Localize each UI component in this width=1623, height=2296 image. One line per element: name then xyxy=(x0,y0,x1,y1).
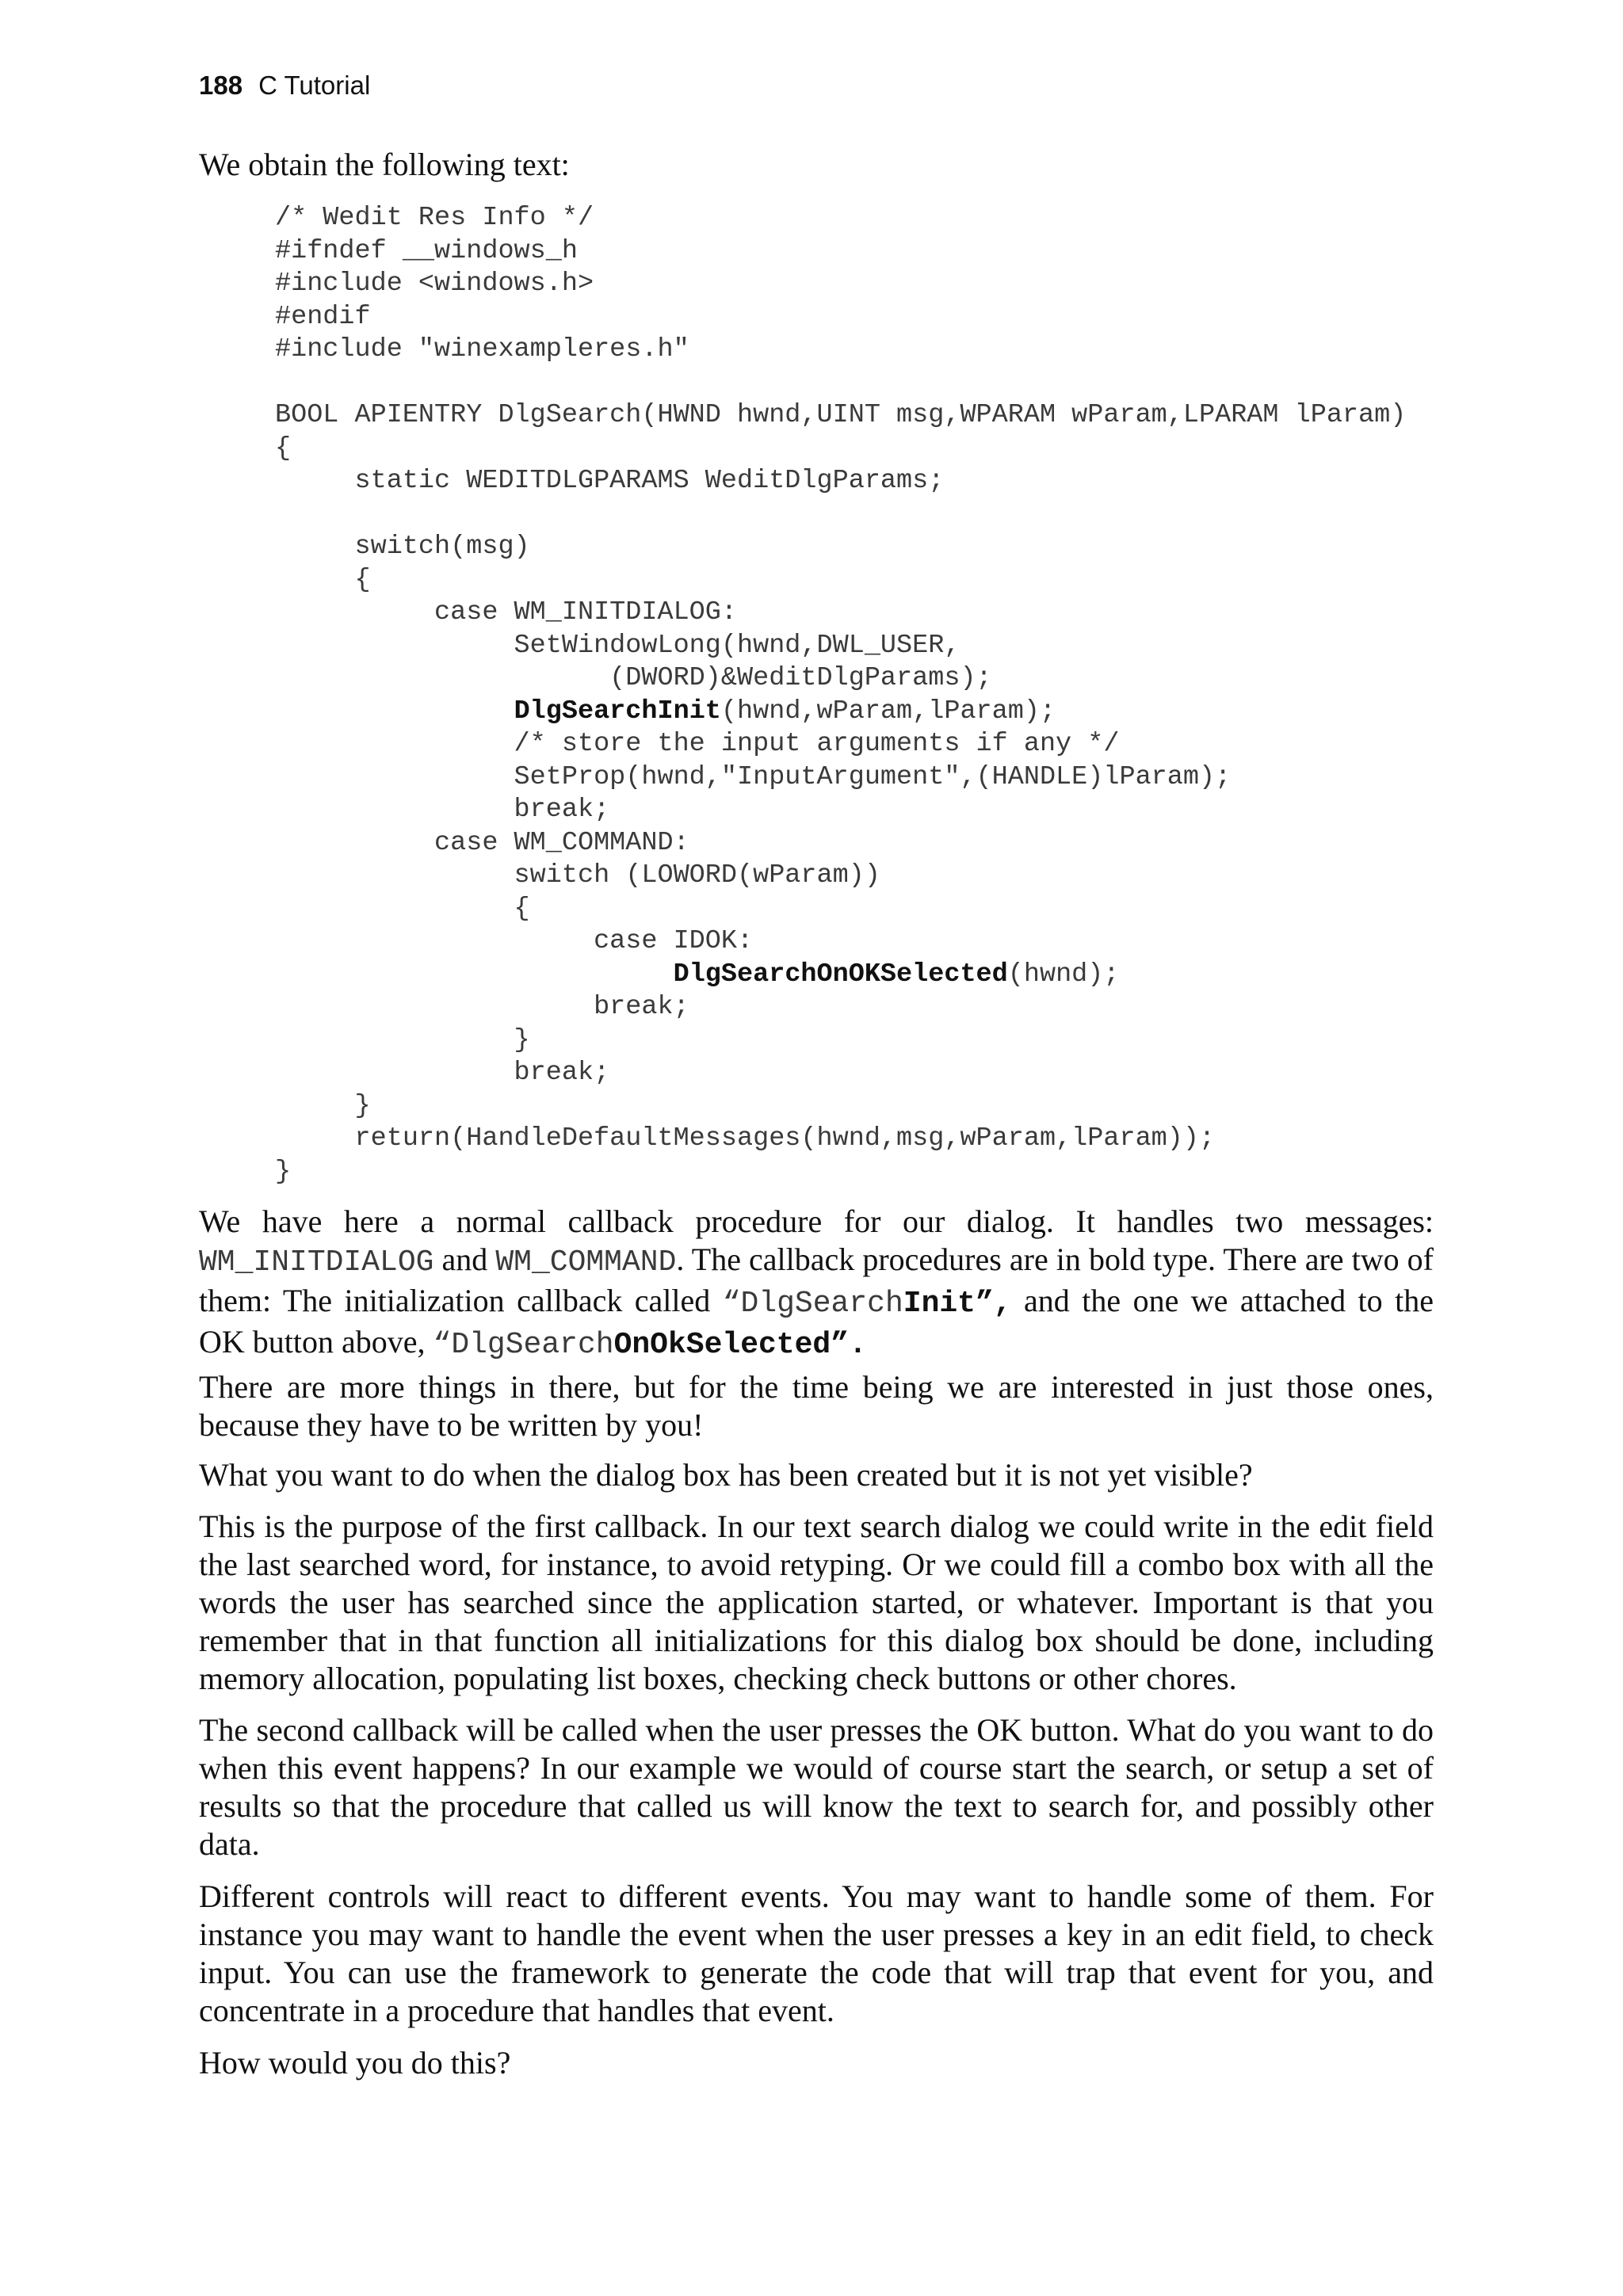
text-run: . The callback procedures are in bold type. There are two of them: The initialization callback called xyxy=(199,1241,1434,1318)
code-line: #include <windows.h> xyxy=(275,269,594,299)
code-line: break; xyxy=(275,795,610,825)
code-listing xyxy=(275,202,1406,1188)
code-bold-function-name: DlgSearchOnOKSelected xyxy=(673,959,1008,990)
code-line xyxy=(275,498,1406,532)
paragraph-how: How would you do this? xyxy=(199,2045,511,2081)
code-indent xyxy=(275,959,674,990)
page-number: 188 xyxy=(199,71,243,100)
code-line: switch(msg) xyxy=(275,532,530,562)
code-line: } xyxy=(275,1024,530,1055)
code-line xyxy=(275,959,1406,992)
text-run: and xyxy=(433,1241,496,1277)
code-line: { xyxy=(275,433,292,463)
code-line: switch (LOWORD(wParam)) xyxy=(275,860,880,891)
code-line: break; xyxy=(275,992,689,1022)
inline-code-onokselected-bold: OnOkSelected”. xyxy=(613,1328,867,1362)
code-line xyxy=(275,696,1406,729)
code-line: return(HandleDefaultMessages(hwnd,msg,wParam,lParam)); xyxy=(275,1123,1216,1154)
code-line: #ifndef __windows_h xyxy=(275,235,578,266)
code-bold-function-name: DlgSearchInit xyxy=(514,696,721,727)
code-line xyxy=(275,367,1406,400)
code-line: /* Wedit Res Info */ xyxy=(275,203,594,233)
inline-code-wm-initdialog: WM_INITDIALOG xyxy=(199,1245,434,1280)
code-line: { xyxy=(275,893,530,924)
code-line: { xyxy=(275,564,371,595)
paragraph-second-callback: The second callback will be called when the user presses the OK button. What do you want to do when this event happens? In our example we would of course start the search, or setup a set of results so that the procedure that called us will know the text to search for, and possibly other data. xyxy=(199,1712,1434,1862)
text-run: and the one we attached to the OK button above, xyxy=(199,1283,1434,1360)
inline-code-dlgsearch: “DlgSearch xyxy=(433,1328,614,1362)
inline-code-dlgsearch: “DlgSearch xyxy=(722,1287,903,1321)
code-line: break; xyxy=(275,1058,610,1088)
paragraph-question: What you want to do when the dialog box has been created but it is not yet visible? xyxy=(199,1457,1253,1493)
code-line: static WEDITDLGPARAMS WeditDlgParams; xyxy=(275,466,945,496)
code-line: #endif xyxy=(275,301,371,332)
code-line: #include "winexampleres.h" xyxy=(275,334,689,364)
code-args: (hwnd); xyxy=(1007,959,1120,990)
code-line: case IDOK: xyxy=(275,926,754,956)
code-line: SetProp(hwnd,"InputArgument",(HANDLE)lParam); xyxy=(275,761,1232,792)
code-line: (DWORD)&WeditDlgParams); xyxy=(275,663,992,693)
code-line: SetWindowLong(hwnd,DWL_USER, xyxy=(275,630,960,661)
inline-code-init-bold: Init”, xyxy=(903,1287,1012,1321)
running-title: C Tutorial xyxy=(258,71,371,100)
code-line: case WM_INITDIALOG: xyxy=(275,597,737,627)
paragraph-interest: There are more things in there, but for the time being we are interested in just those ones, because they have to be written by you! xyxy=(199,1369,1434,1443)
running-header xyxy=(199,70,370,101)
inline-code-wm-command: WM_COMMAND xyxy=(495,1245,677,1280)
code-line: case WM_COMMAND: xyxy=(275,827,689,858)
intro-sentence: We obtain the following text: xyxy=(199,147,570,182)
text-run: We have here a normal callback procedure for our dialog. It handles two messages: xyxy=(199,1203,1434,1239)
code-line: } xyxy=(275,1156,292,1187)
code-line: } xyxy=(275,1090,371,1121)
paragraph-controls-events: Different controls will react to different events. You may want to handle some of them. For instance you may want to handle the event when the user presses a key in an edit field, to check input. You can use the framework to generate the code that will trap that event for you, and concentrate in a procedure that handles that event. xyxy=(199,1878,1434,2028)
code-args: (hwnd,wParam,lParam); xyxy=(720,696,1056,727)
paragraph-callback-description xyxy=(199,1203,1434,1364)
code-indent xyxy=(275,696,514,727)
code-line: BOOL APIENTRY DlgSearch(HWND hwnd,UINT msg,WPARAM wParam,LPARAM lParam) xyxy=(275,400,1407,430)
code-line: /* store the input arguments if any */ xyxy=(275,729,1120,759)
paragraph-first-callback: This is the purpose of the first callback. In our text search dialog we could write in the edit field the last searched word, for instance, to avoid retyping. Or we could fill a combo box with all the words the user has searched since the application started, or whatever. Important is that you remember that in that function all initializations for this dialog box should be done, including memory allocation, populating list boxes, checking check buttons or other chores. xyxy=(199,1508,1434,1696)
